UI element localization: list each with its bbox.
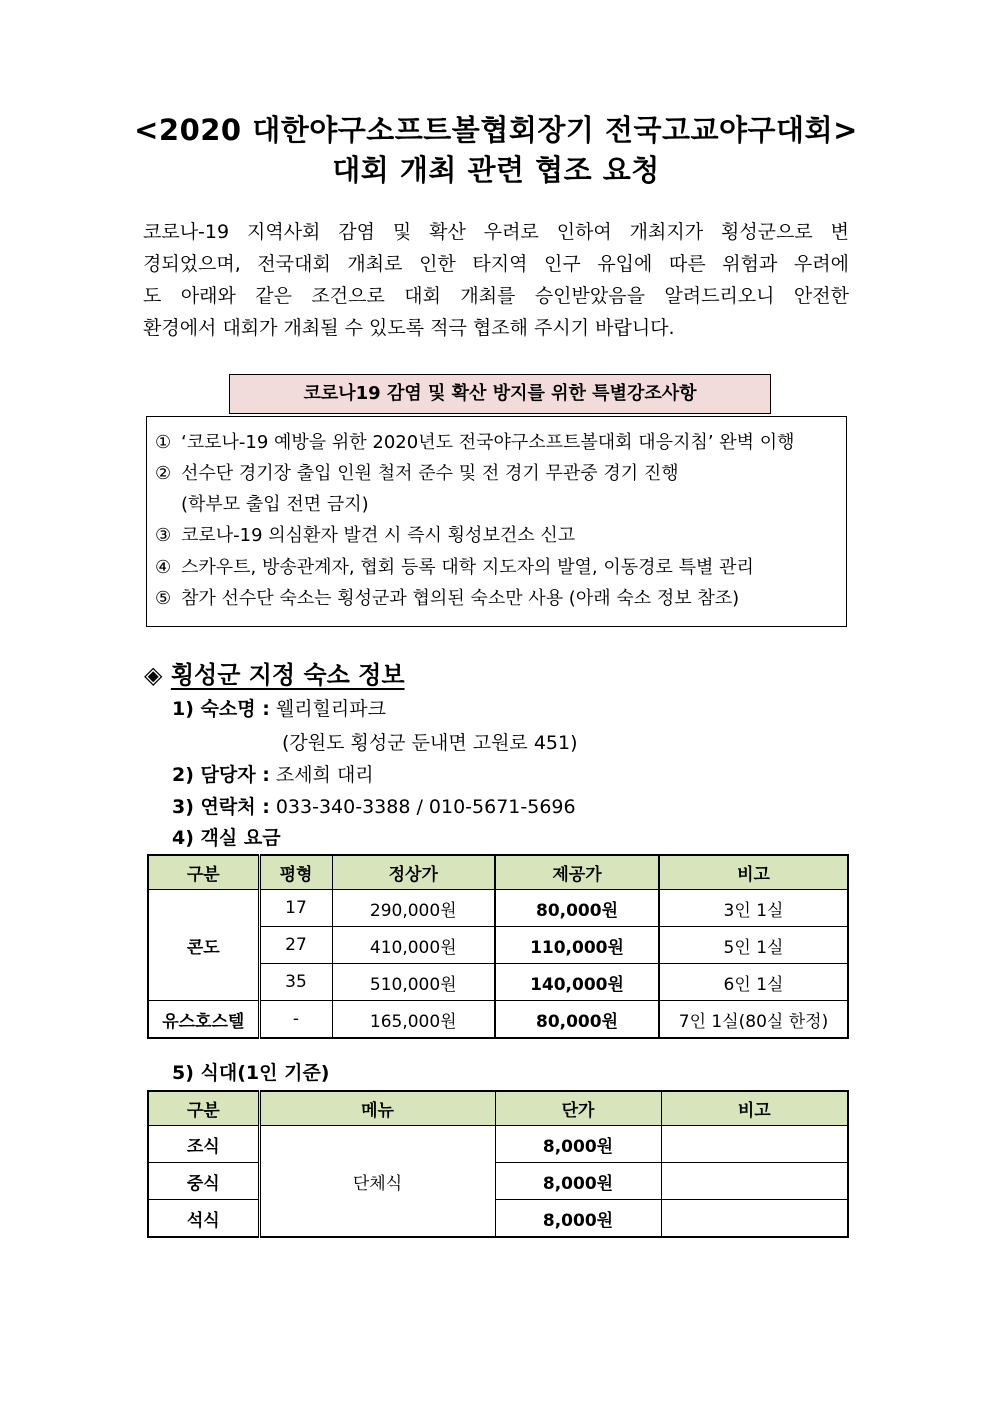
table-header: 정상가 xyxy=(332,855,495,890)
table-cell: 3인 1실 xyxy=(659,890,848,927)
lodging-name-value: 웰리힐리파크 xyxy=(275,698,386,720)
lodging-contact-label: 3) 연락처 : xyxy=(172,796,270,818)
notice-box xyxy=(146,416,847,627)
lodging-manager-value: 조세희 대리 xyxy=(275,764,374,786)
table-header: 비고 xyxy=(661,1091,848,1126)
page-title: <2020 대한야구소프트볼협회장기 전국고교야구대회> xyxy=(134,113,858,147)
notice-item xyxy=(155,493,369,517)
rates-label: 4) 객실 요금 xyxy=(172,827,281,849)
lodging-manager-label: 2) 담당자 : xyxy=(172,764,270,786)
page-subtitle: 대회 개최 관련 협조 요청 xyxy=(332,153,660,187)
table-header-row xyxy=(148,1091,848,1126)
notice-item-text: 참가 선수단 숙소는 횡성군과 협의된 숙소만 사용 (아래 숙소 정보 참조) xyxy=(181,588,740,609)
diamond-icon: ◈ xyxy=(144,661,163,689)
section-title xyxy=(144,655,405,690)
table-header: 단가 xyxy=(495,1091,661,1126)
notice-item xyxy=(155,556,754,580)
table-cell: 단체식 xyxy=(259,1126,495,1238)
table-row xyxy=(148,1126,848,1163)
notice-item-text: 선수단 경기장 출입 인원 철저 준수 및 전 경기 무관중 경기 진행 xyxy=(181,463,679,484)
table-row xyxy=(148,890,848,927)
table-cell: 17 xyxy=(259,890,332,927)
table-cell xyxy=(661,1163,848,1200)
table-header: 비고 xyxy=(659,855,848,890)
table-header: 구분 xyxy=(148,1091,259,1126)
table-cell: 110,000원 xyxy=(495,927,659,964)
table-row xyxy=(148,1001,848,1039)
table-header: 구분 xyxy=(148,855,259,890)
notice-item-text: 코로나-19 의심환자 발견 시 즉시 횡성보건소 신고 xyxy=(181,525,576,546)
meals-table xyxy=(147,1090,849,1238)
lodging-address: (강원도 횡성군 둔내면 고원로 451) xyxy=(282,732,578,754)
notice-item-number: ① xyxy=(155,432,172,453)
table-cell: 유스호스텔 xyxy=(148,1001,259,1039)
table-cell xyxy=(661,1126,848,1163)
table-cell: 중식 xyxy=(148,1163,259,1200)
notice-item-text: (학부모 출입 전면 금지) xyxy=(181,494,369,515)
intro-line: 도 아래와 같은 조건으로 대회 개최를 승인받았음을 알려드리오니 안전한 xyxy=(143,285,849,307)
table-cell: 35 xyxy=(259,964,332,1001)
section-title-text: 횡성군 지정 숙소 정보 xyxy=(170,661,405,689)
table-cell: 5인 1실 xyxy=(659,927,848,964)
table-row xyxy=(148,1163,848,1200)
intro-line: 코로나-19 지역사회 감염 및 확산 우려로 인하여 개최지가 횡성군으로 변 xyxy=(143,221,849,243)
table-cell: 조식 xyxy=(148,1126,259,1163)
notice-item-text: 스카우트, 방송관계자, 협회 등록 대학 지도자의 발열, 이동경로 특별 관리 xyxy=(181,557,754,578)
table-cell: 8,000원 xyxy=(495,1200,661,1238)
meals-label: 5) 식대(1인 기준) xyxy=(172,1062,330,1084)
table-cell: 7인 1실(80실 한정) xyxy=(659,1001,848,1039)
room-rates-table xyxy=(147,854,849,1039)
notice-item xyxy=(155,431,795,455)
notice-item xyxy=(155,462,679,486)
table-cell: 140,000원 xyxy=(495,964,659,1001)
table-header-row xyxy=(148,855,848,890)
notice-item xyxy=(155,587,739,611)
table-cell xyxy=(661,1200,848,1238)
table-cell: 510,000원 xyxy=(332,964,495,1001)
table-header: 제공가 xyxy=(495,855,659,890)
table-row xyxy=(148,1200,848,1238)
intro-line: 환경에서 대회가 개최될 수 있도록 적극 협조해 주시기 바랍니다. xyxy=(143,317,675,339)
lodging-contact xyxy=(172,792,576,819)
notice-item-text: ‘코로나-19 예방을 위한 2020년도 전국야구소프트볼대회 대응지침’ 완벽 이행 xyxy=(181,432,795,453)
table-header: 메뉴 xyxy=(259,1091,495,1126)
lodging-name-label: 1) 숙소명 : xyxy=(172,698,270,720)
table-cell: 석식 xyxy=(148,1200,259,1238)
table-cell: 290,000원 xyxy=(332,890,495,927)
table-cell: 410,000원 xyxy=(332,927,495,964)
table-cell: 6인 1실 xyxy=(659,964,848,1001)
table-cell: 80,000원 xyxy=(495,1001,659,1039)
intro-line: 경되었으며, 전국대회 개최로 인한 타지역 인구 유입에 따른 위험과 우려에 xyxy=(143,253,849,275)
notice-item xyxy=(155,524,575,548)
notice-item-number: ④ xyxy=(155,557,172,578)
table-header: 평형 xyxy=(259,855,332,890)
table-cell: 콘도 xyxy=(148,890,259,1001)
table-cell: - xyxy=(259,1001,332,1039)
notice-header: 코로나19 감염 및 확산 방지를 위한 특별강조사항 xyxy=(229,374,771,414)
table-cell: 8,000원 xyxy=(495,1126,661,1163)
table-cell: 80,000원 xyxy=(495,890,659,927)
table-cell: 27 xyxy=(259,927,332,964)
lodging-manager xyxy=(172,760,374,787)
lodging-name xyxy=(172,694,386,721)
notice-item-number: ⑤ xyxy=(155,588,172,609)
table-cell: 8,000원 xyxy=(495,1163,661,1200)
lodging-contact-value: 033-340-3388 / 010-5671-5696 xyxy=(275,796,576,818)
notice-item-number: ③ xyxy=(155,525,172,546)
notice-item-number: ② xyxy=(155,463,172,484)
table-cell: 165,000원 xyxy=(332,1001,495,1039)
